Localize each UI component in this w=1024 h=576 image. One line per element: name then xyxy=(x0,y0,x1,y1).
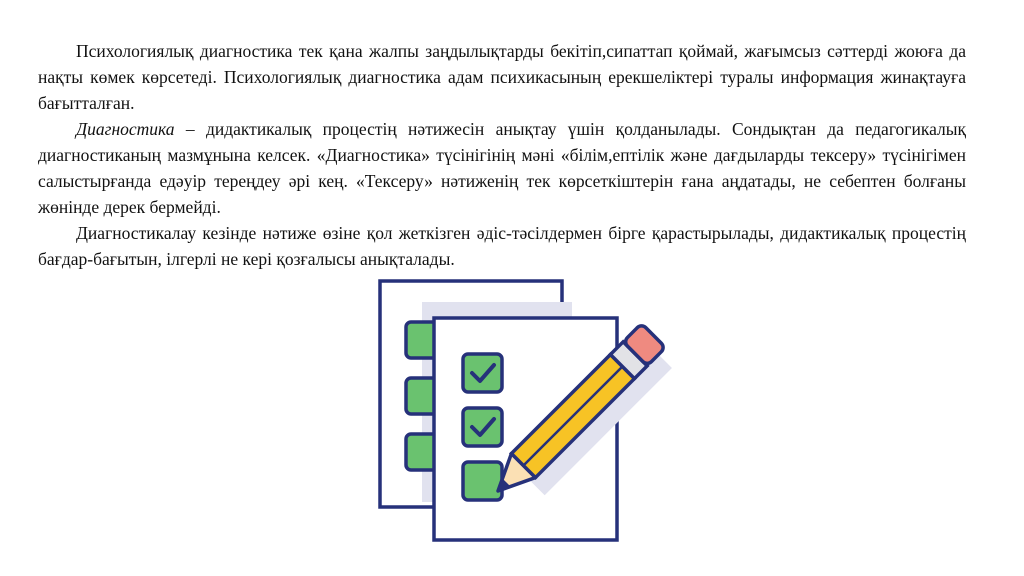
checklist-pencil-icon xyxy=(372,278,676,544)
checkbox-2 xyxy=(463,408,502,446)
checkbox-3 xyxy=(463,462,502,500)
body-text xyxy=(38,38,966,272)
paragraph-2-text: – дидактикалық процестің нәтижесін анықтау үшін қолданылады. Сондықтан да педагогикалық диагностиканың мазмұнына келсек. «Диагностика» түсінігінің мәні «білім,ептілік және дағдыларды тексеру» түсінігімен салыстырғанда едәуір тереңдеу әрі кең. «Тексеру» нәтиженің тек көрсеткіштерін ғана аңдатады, не себептен болғаны жөнінде дерек бермейді. xyxy=(38,119,966,217)
paragraph-1-text: Психологиялық диагностика тек қана жалпы заңдылықтарды бекітіп,сипаттап қоймай, жағымсыз сәттерді жоюға да нақты көмек көрсетеді. Психологиялық диагностика адам психикасының ерекшеліктері туралы информация жинақтауға бағытталған. xyxy=(38,41,966,113)
paragraph-2 xyxy=(38,116,966,220)
checklist-illustration xyxy=(372,278,676,544)
paragraph-1 xyxy=(38,38,966,116)
term-diagnostics: Диагностика xyxy=(76,119,175,139)
checkbox-1 xyxy=(463,354,502,392)
paragraph-3 xyxy=(38,220,966,272)
paragraph-3-text: Диагностикалау кезінде нәтиже өзіне қол жеткізген әдіс-тәсілдермен бірге қарастырылады, дидактикалық процестің бағдар-бағытын, ілгерлі не кері қозғалысы анықталады. xyxy=(38,223,966,269)
